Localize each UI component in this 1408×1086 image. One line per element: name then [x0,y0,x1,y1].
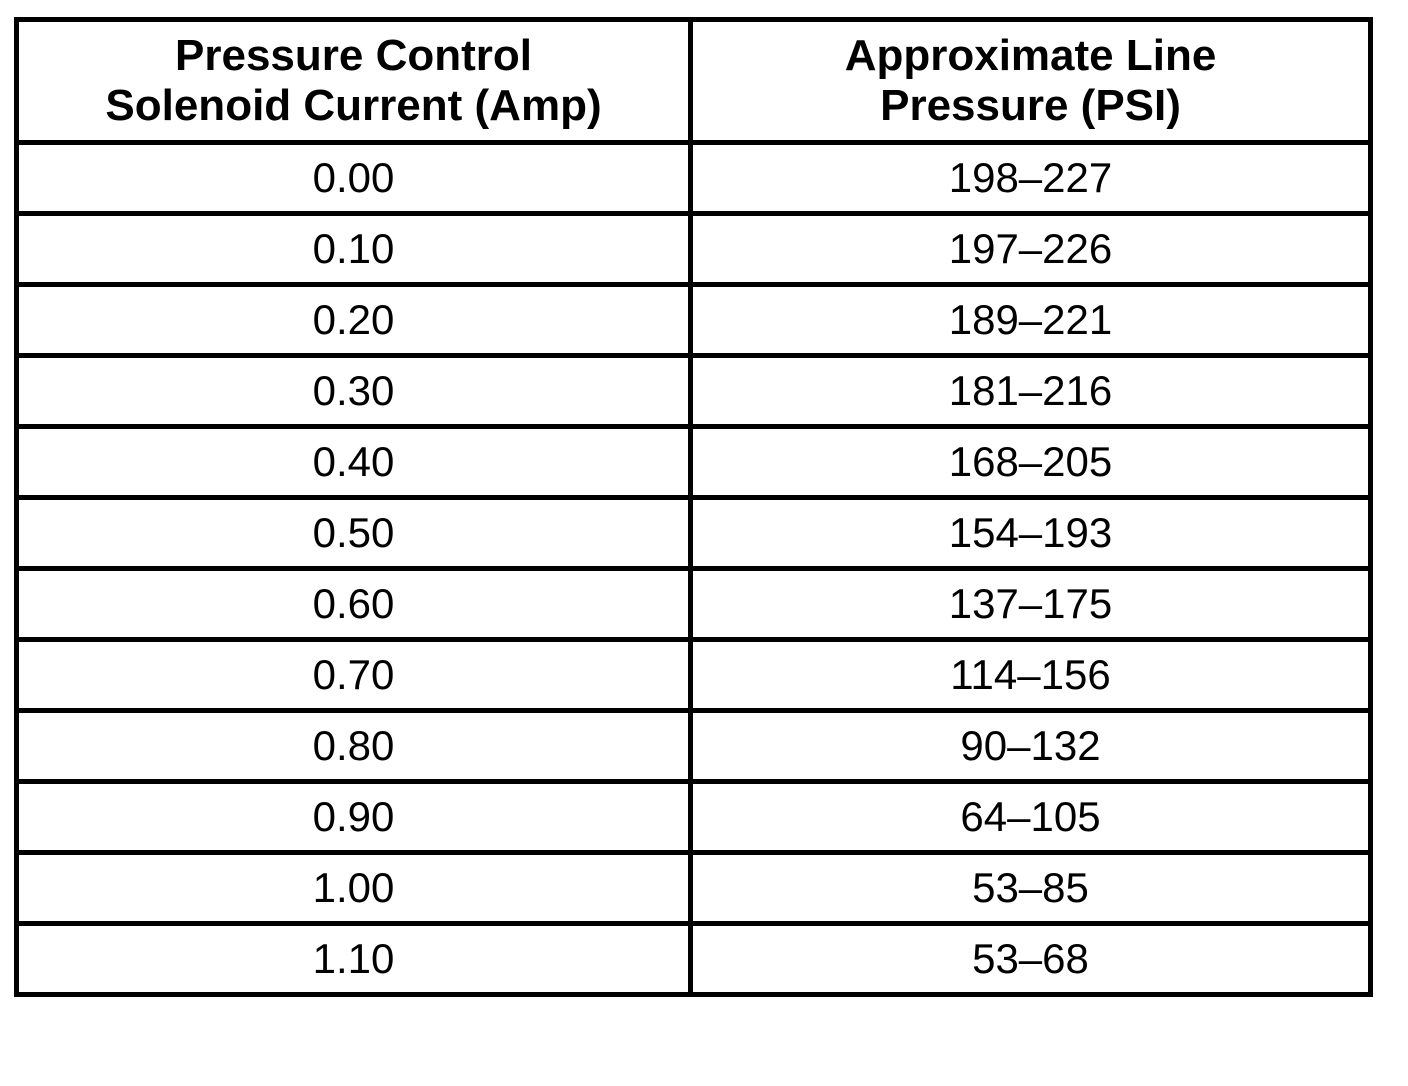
pressure-cell: 154–193 [691,498,1371,569]
pressure-cell: 197–226 [691,214,1371,285]
pressure-cell: 168–205 [691,427,1371,498]
pressure-cell: 189–221 [691,285,1371,356]
header-row [17,20,1371,143]
current-cell: 0.00 [17,143,691,214]
table-row [17,853,1371,924]
header-current-line1: Pressure Control [175,31,532,80]
header-current [17,20,691,143]
pressure-cell: 114–156 [691,640,1371,711]
table-row [17,143,1371,214]
current-cell: 0.50 [17,498,691,569]
current-cell: 1.00 [17,853,691,924]
table-row [17,427,1371,498]
pressure-cell: 181–216 [691,356,1371,427]
pressure-cell: 137–175 [691,569,1371,640]
pressure-cell: 64–105 [691,782,1371,853]
header-pressure-line2: Pressure (PSI) [880,81,1181,130]
pressure-cell: 198–227 [691,143,1371,214]
current-cell: 0.20 [17,285,691,356]
header-current-line2: Solenoid Current (Amp) [105,81,602,130]
table-row [17,498,1371,569]
pressure-table [14,17,1373,997]
current-cell: 0.40 [17,427,691,498]
table-row [17,924,1371,995]
current-cell: 1.10 [17,924,691,995]
header-pressure [691,20,1371,143]
current-cell: 0.30 [17,356,691,427]
current-cell: 0.60 [17,569,691,640]
pressure-cell: 53–68 [691,924,1371,995]
header-pressure-line1: Approximate Line [844,31,1217,80]
table-row [17,214,1371,285]
table-row [17,711,1371,782]
current-cell: 0.70 [17,640,691,711]
table-row [17,285,1371,356]
current-cell: 0.90 [17,782,691,853]
table-row [17,782,1371,853]
table-row [17,356,1371,427]
table-row [17,569,1371,640]
current-cell: 0.10 [17,214,691,285]
current-cell: 0.80 [17,711,691,782]
pressure-cell: 53–85 [691,853,1371,924]
table-row [17,640,1371,711]
pressure-cell: 90–132 [691,711,1371,782]
